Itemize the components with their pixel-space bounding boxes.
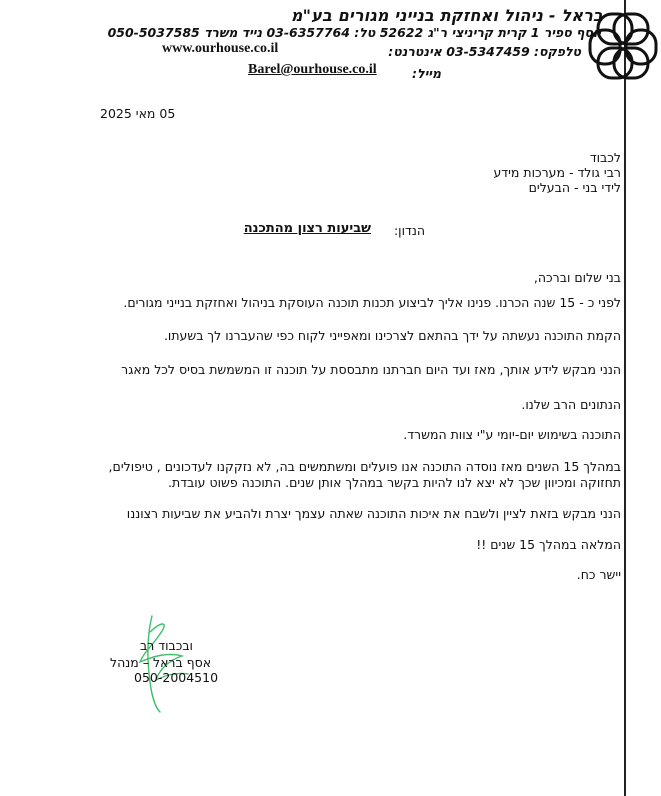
recipient-line: רבי גולד - מערכות מידע <box>493 165 621 180</box>
body-paragraph: בני שלום וברכה, <box>533 270 621 285</box>
page-edge-line <box>624 0 626 796</box>
closing-line: ובכבוד רב <box>140 638 193 653</box>
signer-name: אסף בראל – מנהל <box>110 655 212 670</box>
signer-phone: 050-2004510 <box>134 670 219 685</box>
recipient-line: לכבוד <box>589 150 621 165</box>
company-address: יוסף ספיר 1 קרית קריניצי ר"ג 52622 טל: 03-6357764 נייד משרד 050-5037585 <box>107 25 601 40</box>
company-fax-line: טלפקס: 03-5347459 אינטרנט: <box>388 44 581 59</box>
body-paragraph: לפני כ - 15 שנה הכרנו. פנינו אליך לביצוע תכנות תוכנה העוסקת בניהול ואחזקת בנייני מגורים. <box>123 295 621 310</box>
subject-title: שביעות רצון מהתכנה <box>243 221 371 236</box>
body-paragraph: הנני מבקש לידע אותך, מאז ועד היום חברתנו מתבססת על תוכנה זו המשמשת בסיס לכל מאגר <box>121 362 621 377</box>
body-paragraph: הנתונים הרב שלנו. <box>521 397 621 412</box>
body-paragraph: התוכנה בשימוש יום-יומי ע"י צוות המשרד. <box>403 427 621 442</box>
recipient-line: לידי בני - הבעלים <box>528 180 621 195</box>
body-paragraph: המלאה במהלך 15 שנים !! <box>476 537 621 552</box>
body-paragraph: במהלך 15 השנים מאז נוסדה התוכנה אנו פועלים ומשתמשים בה, לא נזקקנו לעדכונים , טיפולים, <box>108 459 621 474</box>
body-paragraph: יישר כח. <box>576 567 621 582</box>
company-name: בראל - ניהול ואחזקת בנייני מגורים בע"מ <box>290 6 603 25</box>
body-paragraph: תחזוקה ומכיוון שכך לא יצא לנו להיות בקשר במהלך אותן שנים. התוכנה פשוט עובדת. <box>168 475 621 490</box>
company-email-link[interactable]: Barel@ourhouse.co.il <box>248 62 377 77</box>
subject-label: הנדון: <box>393 223 425 238</box>
company-website-link[interactable]: www.ourhouse.co.il <box>162 41 279 56</box>
letter-date: 05 מאי 2025 <box>100 106 176 121</box>
body-paragraph: הנני מבקש בזאת לציין ולשבח את איכות התוכנה שאתה עצמך יצרת ולהביע את שביעות רצוננו <box>126 506 621 521</box>
body-paragraph: הקמת התוכנה נעשתה על ידך בהתאם לצרכינו ומאפייני לקוח כפי שהעברנו לך בשעתו. <box>163 328 621 343</box>
email-label: מייל: <box>412 66 441 81</box>
